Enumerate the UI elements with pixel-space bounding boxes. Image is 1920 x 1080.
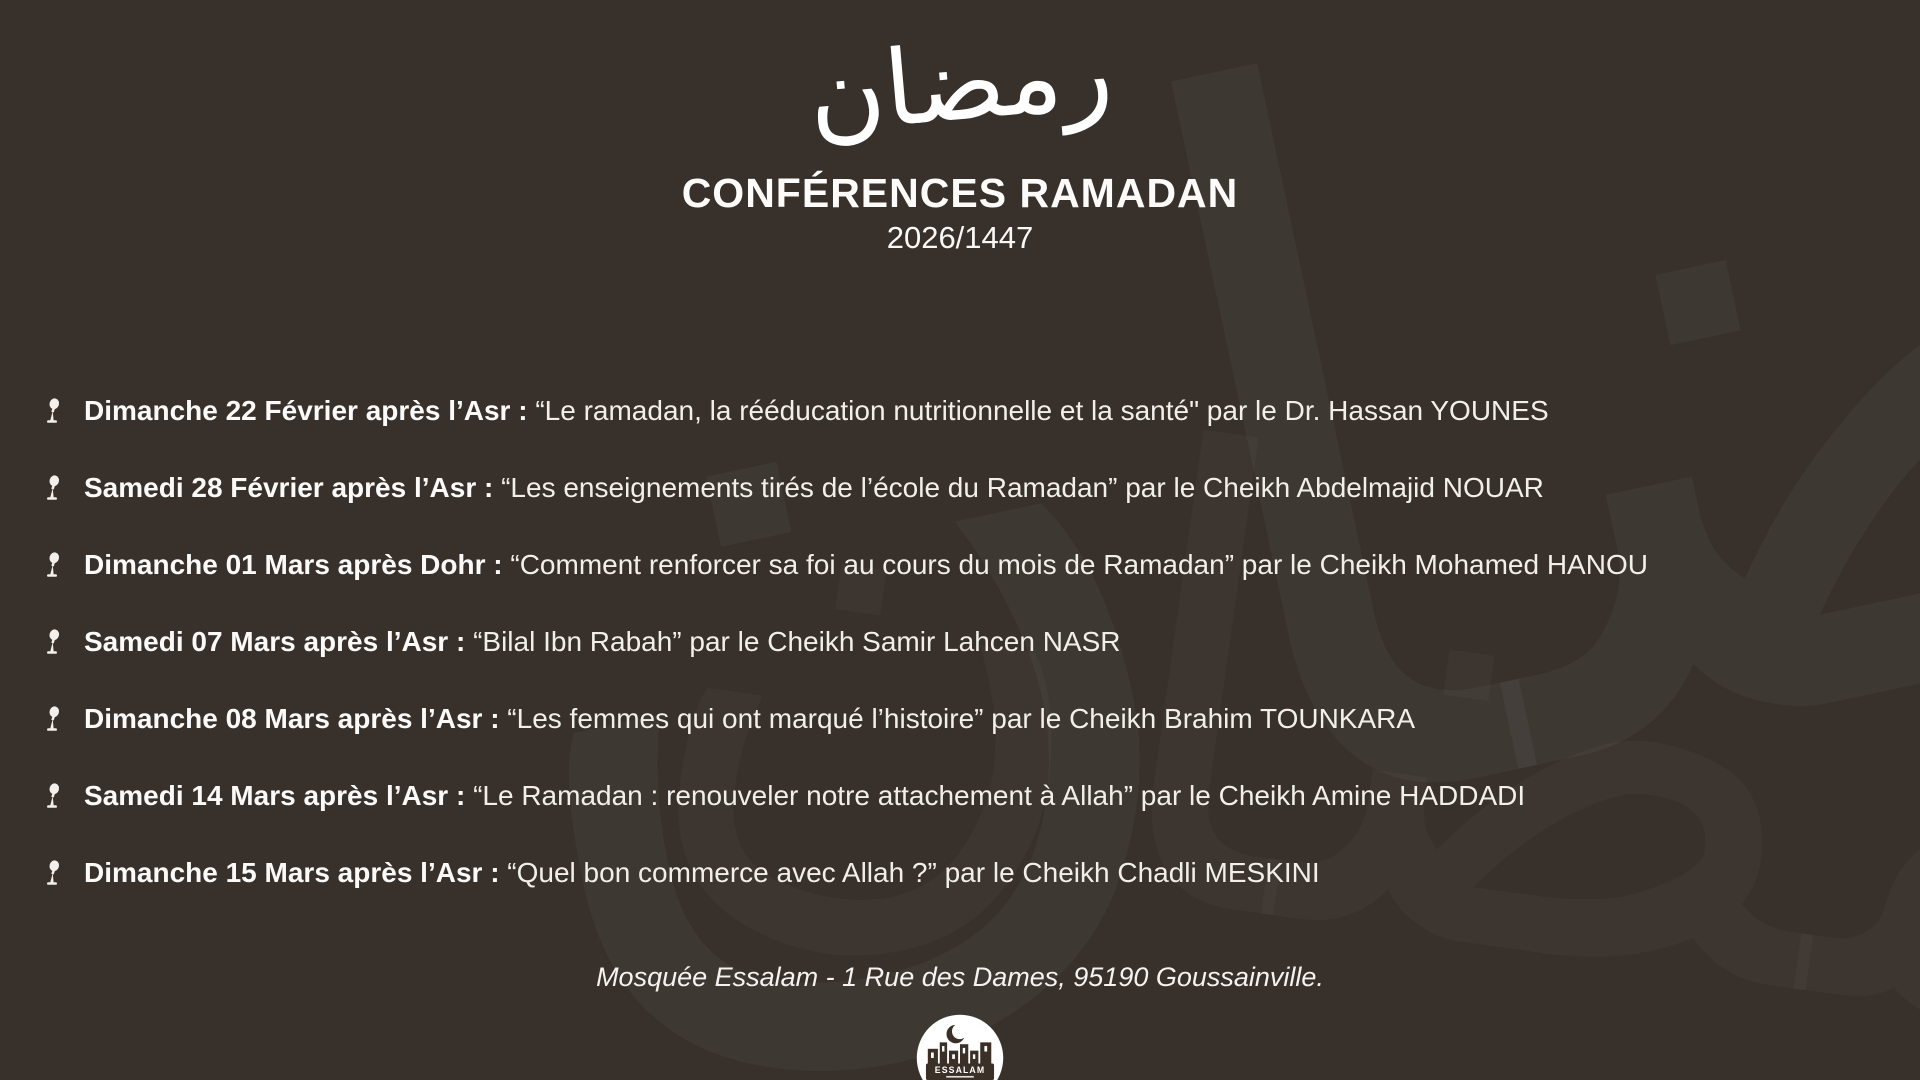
- event-date: Dimanche 08 Mars après l’Asr :: [84, 703, 500, 734]
- list-item: [42, 781, 1890, 817]
- list-item: [42, 704, 1890, 740]
- event-talk: “Les enseignements tirés de l’école du Ramadan” par le Cheikh Abdelmajid NOUAR: [501, 472, 1544, 503]
- event-date: Dimanche 15 Mars après l’Asr :: [84, 857, 500, 888]
- event-talk: “Le Ramadan : renouveler notre attachement à Allah” par le Cheikh Amine HADDADI: [473, 780, 1526, 811]
- mosque-address: Mosquée Essalam - 1 Rue des Dames, 95190 Goussainville.: [596, 962, 1324, 992]
- microphone-icon: [42, 858, 64, 894]
- event-date: Dimanche 01 Mars après Dohr :: [84, 549, 503, 580]
- page-title: CONFÉRENCES RAMADAN: [681, 170, 1239, 216]
- event-date: Samedi 28 Février après l’Asr :: [84, 472, 494, 503]
- microphone-icon: [42, 550, 64, 586]
- event-date: Dimanche 22 Février après l’Asr :: [84, 395, 528, 426]
- list-item: [42, 550, 1890, 586]
- logo-text: ESSALAM: [934, 1065, 986, 1076]
- event-talk: “Les femmes qui ont marqué l’histoire” par le Cheikh Brahim TOUNKARA: [507, 703, 1416, 734]
- year-subtitle: 2026/1447: [886, 220, 1034, 255]
- conference-list: [42, 396, 1890, 894]
- event-talk: “Le ramadan, la rééducation nutritionnelle et la santé" par le Dr. Hassan YOUNES: [535, 395, 1549, 426]
- microphone-icon: [42, 627, 64, 663]
- ramadan-arabic-calligraphy: رمضان: [803, 8, 1117, 158]
- list-item: [42, 396, 1890, 432]
- list-item: [42, 473, 1890, 509]
- event-date: Samedi 14 Mars après l’Asr :: [84, 780, 466, 811]
- microphone-icon: [42, 396, 64, 432]
- list-item: [42, 858, 1890, 894]
- event-date: Samedi 07 Mars après l’Asr :: [84, 626, 466, 657]
- microphone-icon: [42, 781, 64, 817]
- microphone-icon: [42, 473, 64, 509]
- list-item: [42, 627, 1890, 663]
- event-talk: “Comment renforcer sa foi au cours du mois de Ramadan” par le Cheikh Mohamed HANOU: [510, 549, 1648, 580]
- mosque-logo: [914, 1012, 1006, 1080]
- event-talk: “Quel bon commerce avec Allah ?” par le Cheikh Chadli MESKINI: [507, 857, 1320, 888]
- microphone-icon: [42, 704, 64, 740]
- event-talk: “Bilal Ibn Rabah” par le Cheikh Samir Lahcen NASR: [473, 626, 1121, 657]
